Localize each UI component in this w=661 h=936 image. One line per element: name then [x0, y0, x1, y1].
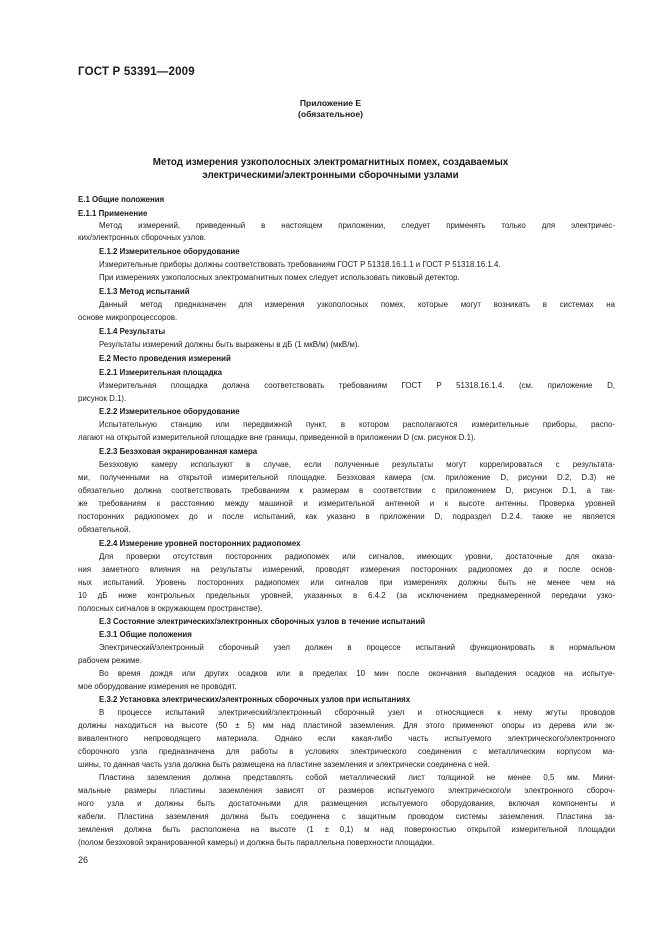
text-line: обязательно должна соответствовать требованиям к размерам в соответствии с приложением D, рисунок D.1, а так- — [78, 486, 615, 495]
text-line: вивалентного непроводящего материала. Однако если какая-либо часть испытуемого электрического/электронного — [78, 734, 615, 743]
text-line: Безэховую камеру используют в случае, если полученные результаты могут коррелироваться с результата- — [99, 460, 615, 469]
text-line: обязательной. — [78, 525, 131, 534]
text-line: мое оборудование измерения не проводят. — [78, 682, 237, 691]
text-line: полосных сигналов в окружающем пространстве). — [78, 604, 263, 613]
section-title-line2: электрическими/электронными сборочными узлами — [202, 170, 459, 181]
text-line: шины, то данная часть узла должна быть размещена на пластине заземления и электрически соединена с ней. — [78, 760, 490, 769]
section-heading: E.1.1 Применение — [78, 209, 148, 218]
text-line: Данный метод предназначен для измерения узкополосных помех, которые могут возникать в системах на — [99, 300, 615, 309]
text-line: Измерительные приборы должны соответствовать требованиям ГОСТ Р 51318.16.1.1 и ГОСТ Р 51318.16.1.4. — [99, 260, 501, 269]
section-heading: E.2.4 Измерение уровней посторонних радиопомех — [99, 539, 301, 548]
text-line: ния заметного влияния на результаты измерений, проводят измерения посторонних радиопомех до и после основ- — [78, 565, 615, 574]
section-heading: E.3.2 Установка электрических/электронных сборочных узлов при испытаниях — [99, 695, 411, 704]
text-line: кабели. Пластина заземления должна быть соединена с защитным проводом системы заземления. Пластина за- — [78, 812, 615, 821]
text-line: Во время дождя или других осадков или в пределах 10 мин после окончания выпадения осадков на испытуе- — [99, 669, 615, 678]
section-title-line1: Метод измерения узкополосных электромагнитных помех, создаваемых — [152, 157, 509, 168]
section-heading: E.2.2 Измерительное оборудование — [99, 407, 240, 416]
text-line: должны находиться на высоте (50 ± 5) мм над пластиной заземления. Для этого применяют опоры из дерева или эк- — [78, 721, 615, 730]
annex-status: (обязательное) — [297, 109, 364, 119]
text-line: рисунок D.1). — [78, 394, 127, 403]
text-line: посторонних радиопомех до и после испытаний, как указано в приложении D, подраздел D.2.4. также не является — [78, 512, 615, 521]
text-line: же требованиям к расстоянию между машиной и измерительной антенной и к высоте антенны. Проверка уровней — [78, 499, 615, 508]
annex-label: Приложение Е — [299, 98, 362, 108]
text-line: Метод измерений, приведенный в настоящем приложении, следует применять только для электричес- — [99, 221, 615, 230]
text-line: сборочного узла предназначена для работы в условиях электрического соединения с металлическим корпусом ма- — [78, 747, 615, 756]
text-line: ного узла и должны быть достаточными для размещения испытуемого оборудования, включая компоненты и — [78, 799, 615, 808]
section-heading: E.3.1 Общие положения — [99, 630, 192, 639]
text-line: (полом безэховой экранированной камеры) и должна быть параллельна поверхности площадки. — [78, 838, 435, 847]
section-heading: E.2.3 Безэховая экранированная камера — [99, 447, 258, 456]
text-line: лагают на открытой измерительной площадке вне границы, приведенной в приложении D (см. рисунок D.1). — [78, 433, 476, 442]
text-line: ных испытаний. Уровень посторонних радиопомех или сигналов при измерениях должны быть не менее чем на — [78, 578, 615, 587]
text-line: земления должна быть расположена на высоте (1 ± 0,1) м над поверхностью открытой измерительной площадки — [78, 825, 615, 834]
text-line: При измерениях узкополосных электромагнитных помех следует использовать пиковый детектор. — [99, 273, 460, 282]
section-heading: E.1.2 Измерительное оборудование — [99, 247, 240, 256]
standard-header: ГОСТ Р 53391—2009 — [78, 66, 195, 78]
section-heading: E.1.4 Результаты — [99, 327, 166, 336]
text-line: рабочем режиме. — [78, 656, 143, 665]
text-line: основе микропроцессоров. — [78, 313, 178, 322]
section-heading: E.2 Место проведения измерений — [99, 354, 231, 363]
text-line: Результаты измерений должны быть выражены в дБ (1 мкВ/м) (мкВ/м). — [99, 340, 360, 349]
section-heading: E.1.3 Метод испытаний — [99, 287, 190, 296]
section-heading: E.3 Состояние электрических/электронных сборочных узлов в течение испытаний — [99, 617, 426, 626]
page-number: 26 — [78, 855, 89, 865]
text-line: Электрический/электронный сборочный узел должен в процессе испытаний функционировать в нормальном — [99, 643, 615, 652]
text-line: Испытательную станцию или передвижной пункт, в котором располагаются измерительные приборы, распо- — [99, 420, 615, 429]
text-line: Пластина заземления должна представлять собой металлический лист толщиной не менее 0,5 мм. Мини- — [99, 773, 615, 782]
section-heading: E.2.1 Измерительная площадка — [99, 368, 222, 377]
text-line: В процессе испытаний электрический/электронный сборочный узел и относящиеся к нему жгуты проводов — [99, 708, 615, 717]
text-line: ких/электронных сборочных узлов. — [78, 233, 206, 242]
text-line: мальные размеры пластины заземления зависят от размеров испытуемого электрического/и электронного сбороч- — [78, 786, 615, 795]
text-line: Измерительная площадка должна соответствовать требованиям ГОСТ Р 51318.16.1.4. (см. приложение D, — [99, 381, 615, 390]
text-line: ми, полученными на открытой измерительной площадке. Безэховая камера (см. приложение D, рисунки D.2, D.3) не — [78, 473, 615, 482]
text-line: Для проверки отсутствия посторонних радиопомех или сигналов, имеющих уровни, достаточные для оказа- — [99, 552, 615, 561]
section-heading: E.1 Общие положения — [78, 195, 165, 204]
text-line: 10 дБ ниже контрольных предельных уровней, указанных в 6.4.2 (за исключением преднамеренной передачи узко- — [78, 591, 615, 600]
